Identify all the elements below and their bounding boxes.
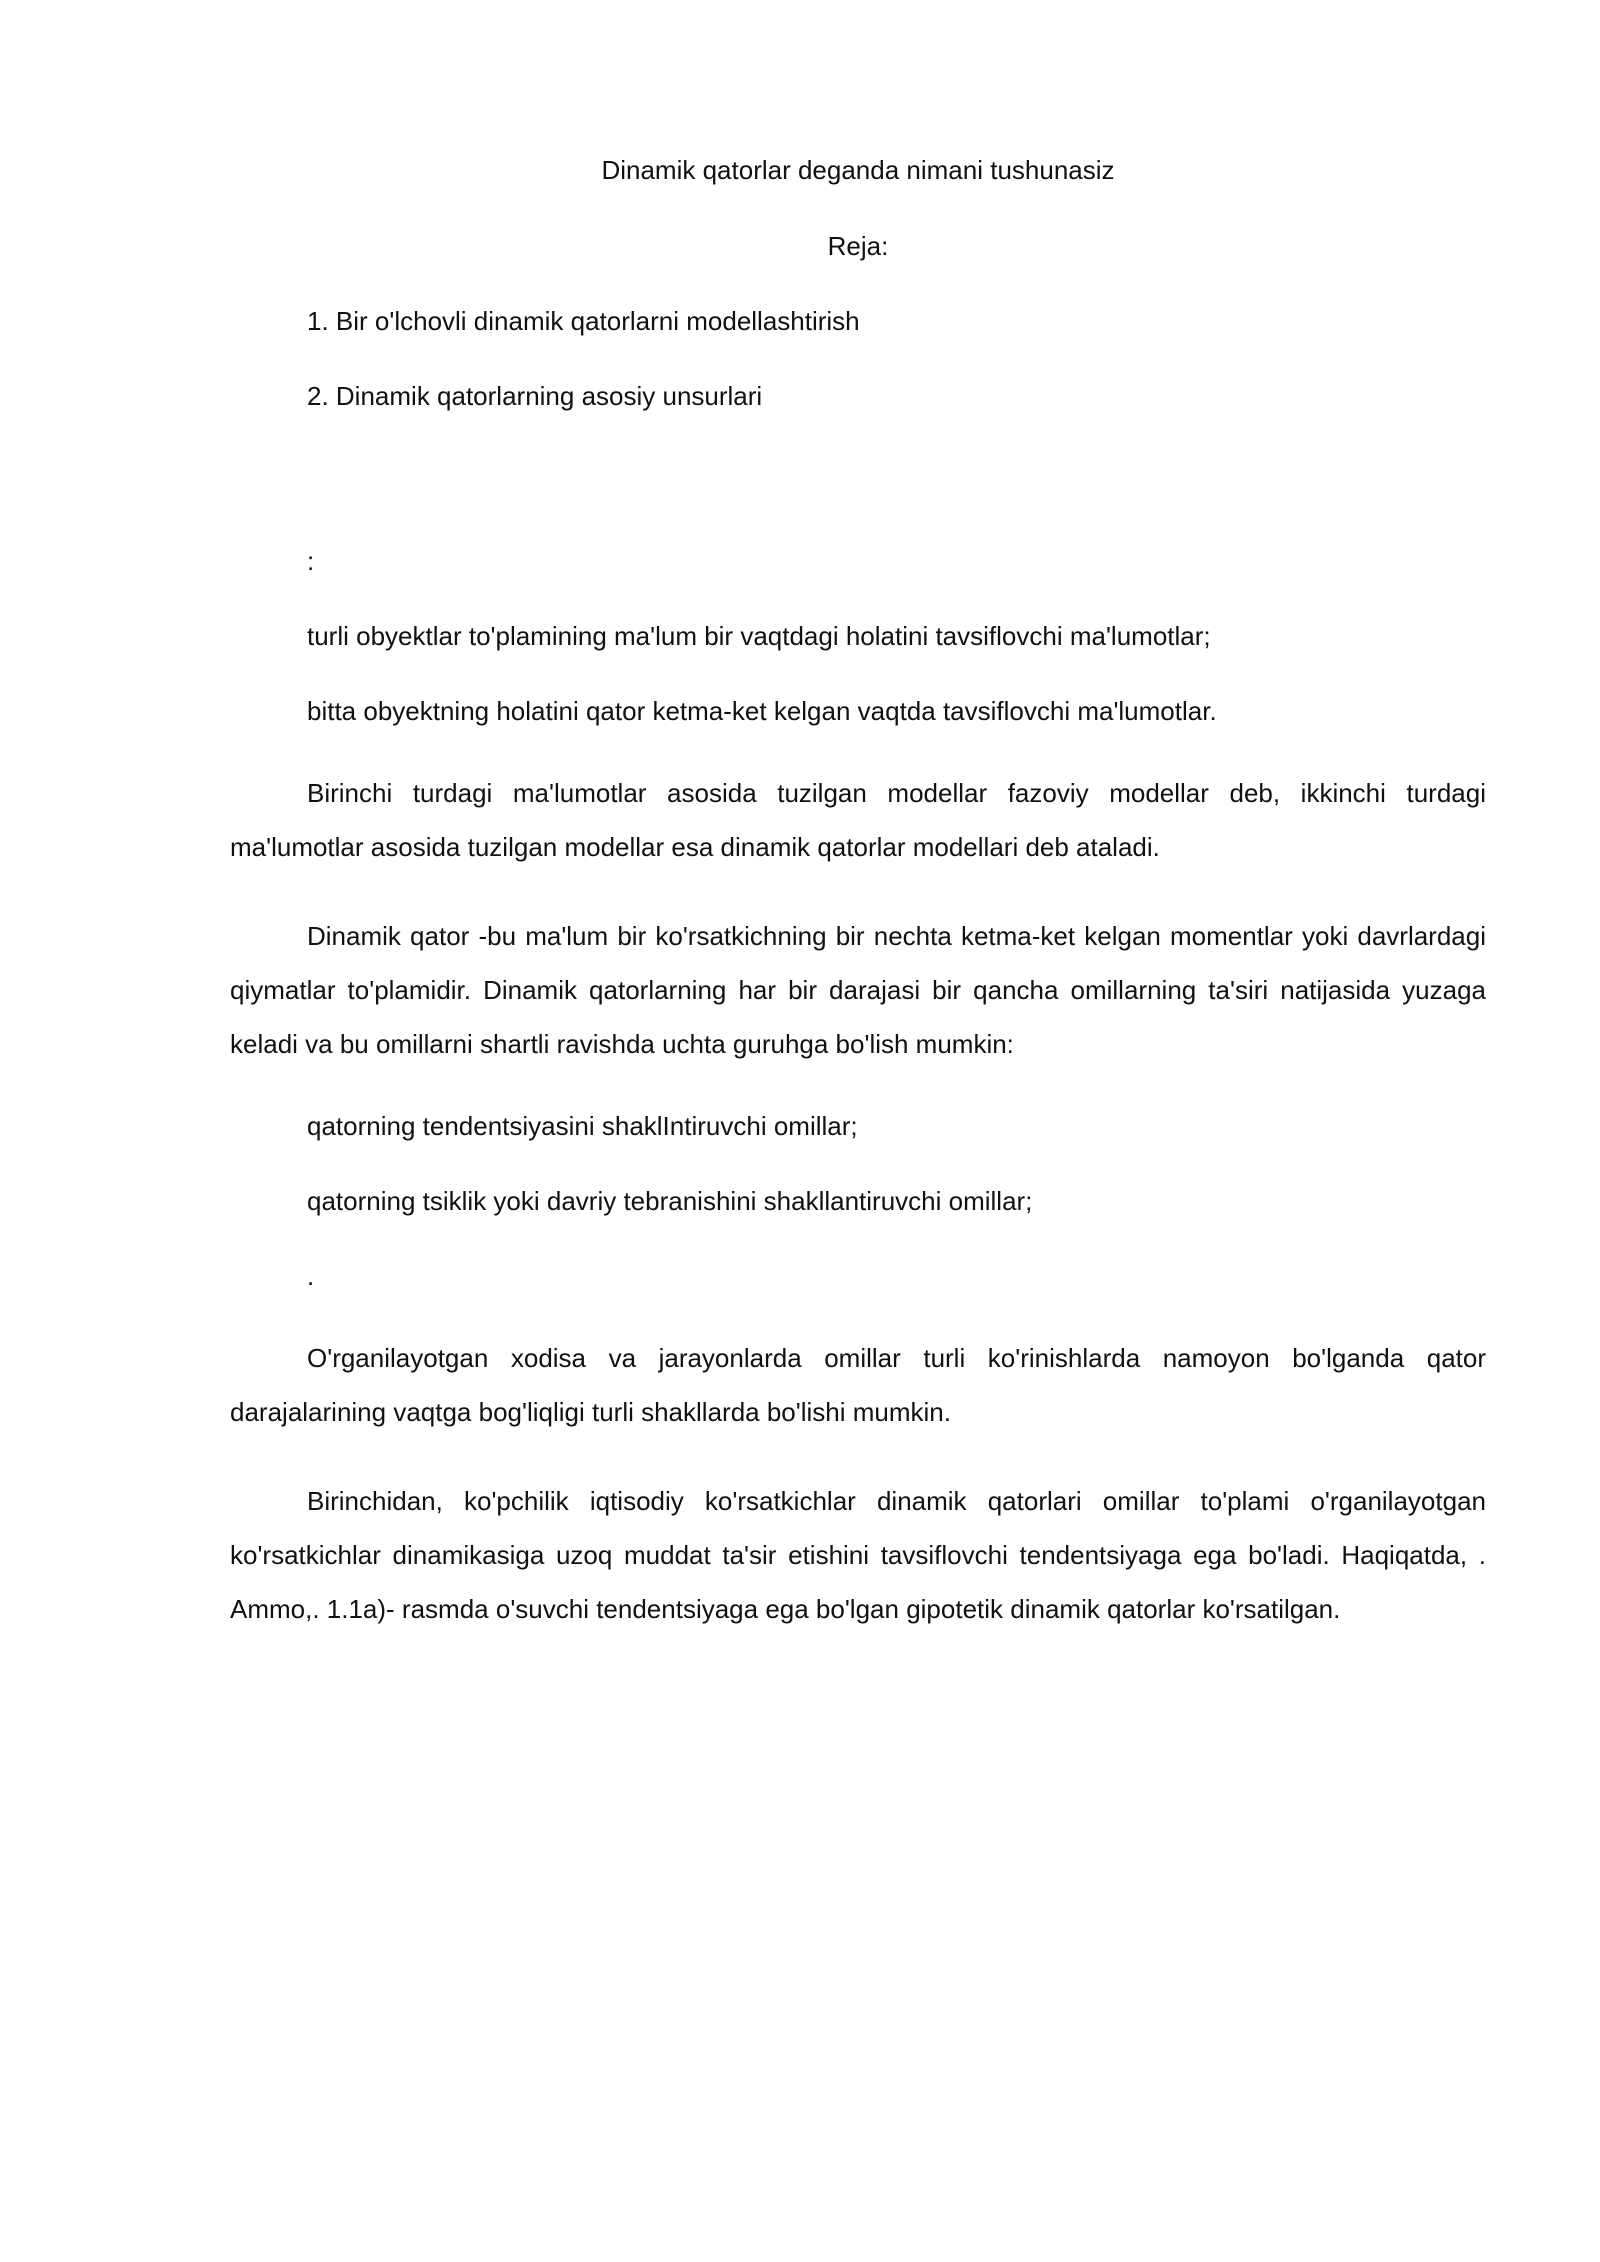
list-item: bitta obyektning holatini qator ketma-ket kelgan vaqtda tavsiflovchi ma'lumotlar. [307,696,1217,726]
plan-heading: Reja: [827,231,889,261]
document-body [230,150,1486,1636]
paragraph: Dinamik qator -bu ma'lum bir ko'rsatkichning bir nechta ketma-ket kelgan momentlar yoki davrlardagi qiymatlar to'plamidir. Dinamik qatorlarning har bir darajasi bir qancha omillarning ta'siri natijasida yuzaga keladi va bu omillarni shartli ravishda uchta guruhga bo'lish mumkin: [230,921,1486,1059]
colon-line: : [307,546,315,576]
list-item: qatorning tendentsiyasini shaklIntiruvchi omillar; [307,1111,858,1141]
paragraph: Birinchidan, ko'pchilik iqtisodiy ko'rsatkichlar dinamik qatorlari omillar to'plami o'rganilayotgan ko'rsatkichlar dinamikasiga uzoq muddat ta'sir etishini tavsiflovchi tendentsiyaga ega bo'ladi. Haqiqatda, . Ammo,. 1.1a)- rasmda o'suvchi tendentsiyaga ega bo'lgan gipotetik dinamik qatorlar ko'rsatilgan. [230,1486,1486,1624]
plan-item-2: 2. Dinamik qatorlarning asosiy unsurlari [307,381,763,411]
document-title: Dinamik qatorlar deganda nimani tushunasiz [601,155,1115,185]
paragraph: O'rganilayotgan xodisa va jarayonlarda omillar turli ko'rinishlarda namoyon bo'lganda qator darajalarining vaqtga bog'liqligi turli shakllarda bo'lishi mumkin. [230,1343,1486,1427]
plan-item-1: 1. Bir o'lchovli dinamik qatorlarni modellashtirish [307,306,860,336]
list-item: qatorning tsiklik yoki davriy tebranishini shakllantiruvchi omillar; [307,1186,1033,1216]
dot-line: . [307,1261,315,1291]
paragraph: Birinchi turdagi ma'lumotlar asosida tuzilgan modellar fazoviy modellar deb, ikkinchi turdagi ma'lumotlar asosida tuzilgan modellar esa dinamik qatorlar modellari deb ataladi. [230,778,1486,862]
list-item: turli obyektlar to'plamining ma'lum bir vaqtdagi holatini tavsiflovchi ma'lumotlar; [307,621,1211,651]
